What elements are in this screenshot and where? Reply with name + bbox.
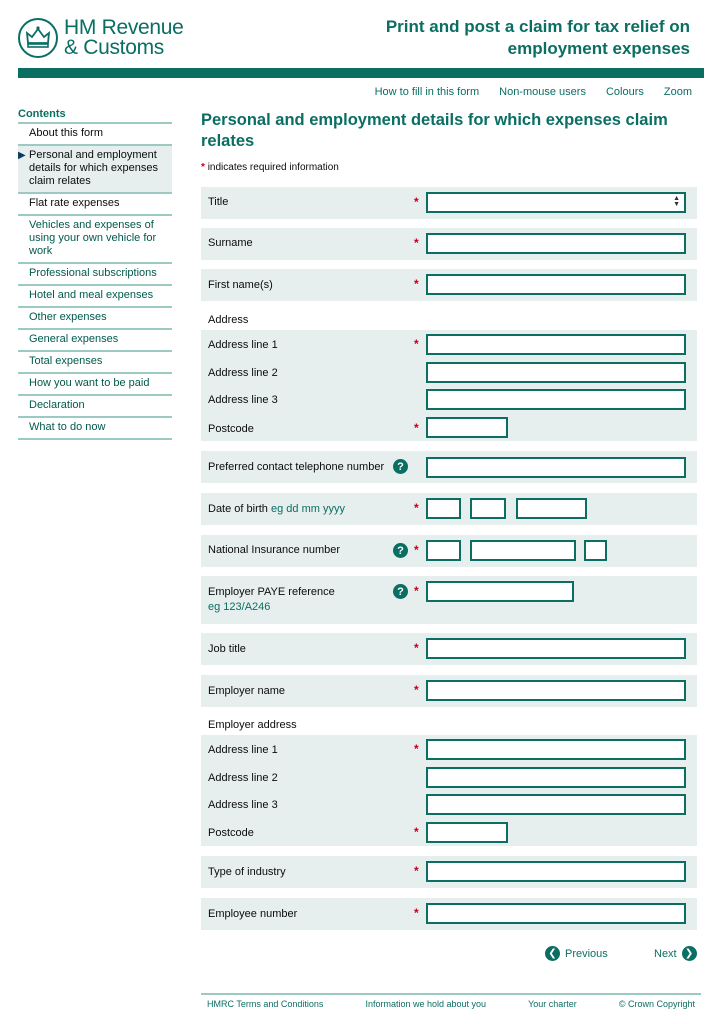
help-icon[interactable]: ?: [393, 459, 408, 474]
required-marker: *: [414, 421, 419, 435]
ni-label: National Insurance number: [208, 544, 341, 556]
address-line-1-input[interactable]: [426, 334, 686, 355]
required-marker: *: [414, 337, 419, 351]
industry-label: Type of industry: [208, 866, 286, 878]
sidebar-item-personal-details[interactable]: ▶ Personal and employment details for which expenses claim relates: [18, 146, 172, 194]
previous-button[interactable]: [545, 946, 608, 961]
employer-address-line-1-input[interactable]: [426, 739, 686, 760]
zoom-link[interactable]: Zoom: [663, 86, 692, 98]
required-marker: *: [414, 584, 419, 598]
hmrc-logo[interactable]: [18, 18, 184, 58]
colours-link[interactable]: Colours: [605, 86, 644, 98]
employer-address-line-2-input[interactable]: [426, 767, 686, 788]
dob-label: Date of birth eg dd mm yyyy: [208, 503, 345, 515]
employee-number-input[interactable]: [426, 903, 686, 924]
footer-charter-link[interactable]: Your charter: [528, 999, 577, 1009]
sidebar-item-professional-subscriptions[interactable]: Professional subscriptions: [18, 264, 172, 286]
employer-name-label: Employer name: [208, 685, 286, 697]
employer-name-input[interactable]: [426, 680, 686, 701]
job-title-row: [201, 633, 697, 665]
dob-month-input[interactable]: [470, 498, 506, 519]
postcode-label: Postcode: [208, 423, 254, 435]
non-mouse-users-link[interactable]: Non-mouse users: [499, 86, 586, 98]
surname-row: [201, 228, 697, 260]
surname-label: Surname: [208, 237, 253, 249]
ni-prefix-input[interactable]: [426, 540, 461, 561]
brand-line-1: HM Revenue: [64, 16, 184, 39]
current-arrow-icon: ▶: [18, 150, 26, 161]
site-header: [18, 14, 704, 68]
sidebar-item-declaration[interactable]: Declaration: [18, 396, 172, 418]
contents-heading: Contents: [18, 108, 172, 124]
sidebar-item-what-to-do-now[interactable]: What to do now: [18, 418, 172, 440]
paye-row: [201, 576, 697, 624]
job-title-input[interactable]: [426, 638, 686, 659]
employer-address-line-3-label: Address line 3: [208, 799, 278, 811]
employer-address-line-2-label: Address line 2: [208, 772, 278, 784]
address-line-2-input[interactable]: [426, 362, 686, 383]
first-names-row: [201, 269, 697, 301]
crown-icon: [18, 18, 58, 58]
industry-input[interactable]: [426, 861, 686, 882]
employer-address-group: [201, 735, 697, 846]
help-icon[interactable]: ?: [393, 584, 408, 599]
required-note: * indicates required information: [201, 162, 339, 173]
help-icon[interactable]: ?: [393, 543, 408, 558]
ni-digits-input[interactable]: [470, 540, 576, 561]
footer-copyright-link[interactable]: © Crown Copyright: [618, 999, 695, 1009]
sidebar-item-about[interactable]: About this form: [18, 124, 172, 146]
required-marker: *: [414, 742, 419, 756]
required-marker: *: [414, 543, 419, 557]
page-heading: Print and post a claim for tax relief on employment expenses: [385, 17, 690, 58]
footer-terms-link[interactable]: HMRC Terms and Conditions: [207, 999, 324, 1009]
address-line-2-label: Address line 2: [208, 367, 278, 379]
required-marker: *: [414, 195, 419, 209]
first-names-input[interactable]: [426, 274, 686, 295]
phone-label: Preferred contact telephone number: [208, 461, 385, 473]
ni-suffix-input[interactable]: [584, 540, 607, 561]
employer-postcode-input[interactable]: [426, 822, 508, 843]
previous-label: Previous: [565, 947, 608, 960]
required-marker: *: [414, 825, 419, 839]
required-marker: *: [414, 683, 419, 697]
dob-day-input[interactable]: [426, 498, 461, 519]
employee-number-label: Employee number: [208, 908, 298, 920]
select-arrows-icon: ▲ ▼: [673, 195, 680, 208]
title-label: Title: [208, 196, 229, 208]
previous-arrow-icon: ❮: [545, 946, 560, 961]
dob-year-input[interactable]: [516, 498, 587, 519]
paye-input[interactable]: [426, 581, 574, 602]
next-arrow-icon: ❯: [682, 946, 697, 961]
title-select[interactable]: [426, 192, 686, 213]
employer-address-heading: Employer address: [208, 719, 297, 731]
industry-row: [201, 856, 697, 888]
title-row: [201, 187, 697, 219]
address-group: [201, 330, 697, 441]
header-bar: [18, 68, 704, 78]
address-line-1-label: Address line 1: [208, 339, 278, 351]
section-title: Personal and employment details for which expenses claim relates: [201, 111, 668, 150]
sidebar-item-payment[interactable]: How you want to be paid: [18, 374, 172, 396]
sidebar-item-total-expenses[interactable]: Total expenses: [18, 352, 172, 374]
next-label: Next: [654, 947, 677, 960]
sidebar-item-flat-rate[interactable]: Flat rate expenses: [18, 194, 172, 216]
required-marker: *: [414, 501, 419, 515]
surname-input[interactable]: [426, 233, 686, 254]
employee-number-row: [201, 898, 697, 930]
paye-label: Employer PAYE reference eg 123/A246: [208, 586, 335, 613]
footer: [201, 993, 701, 1009]
employer-postcode-label: Postcode: [208, 827, 254, 839]
dob-row: [201, 493, 697, 525]
next-button[interactable]: [654, 946, 697, 961]
required-marker: *: [414, 277, 419, 291]
contents-sidebar: [18, 108, 172, 440]
sidebar-item-vehicles[interactable]: Vehicles and expenses of using your own vehicle for work: [18, 216, 172, 264]
employer-name-row: [201, 675, 697, 707]
brand-line-2: & Customs: [64, 36, 164, 59]
address-line-3-input[interactable]: [426, 389, 686, 410]
required-marker: *: [414, 641, 419, 655]
top-links: [375, 86, 692, 98]
first-names-label: First name(s): [208, 279, 273, 291]
sidebar-item-other-expenses[interactable]: Other expenses: [18, 308, 172, 330]
how-to-fill-link[interactable]: How to fill in this form: [374, 86, 480, 98]
required-marker: *: [414, 864, 419, 878]
required-marker: *: [414, 906, 419, 920]
job-title-label: Job title: [208, 643, 246, 655]
employer-address-line-3-input[interactable]: [426, 794, 686, 815]
postcode-input[interactable]: [426, 417, 508, 438]
employer-address-line-1-label: Address line 1: [208, 744, 278, 756]
sidebar-item-general-expenses[interactable]: General expenses: [18, 330, 172, 352]
address-line-3-label: Address line 3: [208, 394, 278, 406]
phone-row: [201, 451, 697, 483]
address-heading: Address: [208, 314, 249, 326]
required-marker: *: [414, 236, 419, 250]
footer-information-link[interactable]: Information we hold about you: [365, 999, 487, 1009]
sidebar-item-hotel-meal[interactable]: Hotel and meal expenses: [18, 286, 172, 308]
ni-row: [201, 535, 697, 567]
main-content: [201, 110, 697, 183]
phone-input[interactable]: [426, 457, 686, 478]
